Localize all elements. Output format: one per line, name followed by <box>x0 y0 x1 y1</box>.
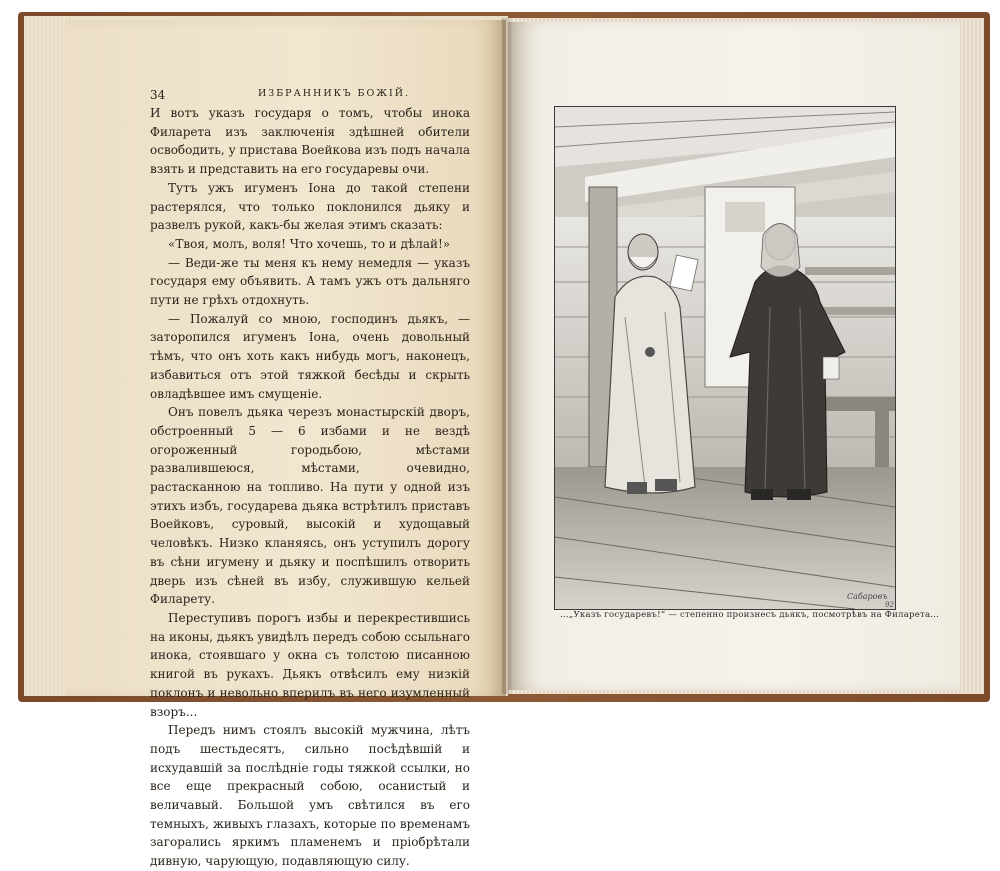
page-number: 34 <box>150 88 166 102</box>
artist-signature: Сабаровъ <box>847 592 888 601</box>
paragraph: Тутъ ужъ игуменъ Іона до такой степени растерялся, что только поклонился дьяку и развелъ рукой, какъ-бы желая этимъ сказать: <box>150 180 470 233</box>
artist-year: 92 <box>885 601 894 609</box>
paragraph: — Веди-же ты меня къ нему немедля — указъ государя ему объявить. А тамъ ужъ отъ дальняго пути не грѣхъ отдохнуть. <box>150 255 470 308</box>
engraving-illustration <box>554 106 896 610</box>
running-head: ИЗБРАННИКЪ БОЖІЙ. <box>258 88 411 99</box>
illustration-caption: ...„Указъ государевъ!“ — степенно произнесъ дьякъ, посмотрѣвъ на Филарета... <box>560 610 940 620</box>
paragraph: Переступивъ порогъ избы и перекрестившись на иконы, дьякъ увидѣлъ передъ собою ссыльнаго инока, стоявшаго у окна съ толстою писанною книгой въ рукахъ. Дьякъ отвѣсилъ ему низкій поклонъ и невольно вперилъ въ него изумленный взоръ... <box>150 610 471 719</box>
paragraph: И вотъ указъ государя о томъ, чтобы инока Филарета изъ заключенія здѣшней обители освободить, у пристава Воейкова изъ подъ начала взять и представить на его государевы очи. <box>150 106 471 177</box>
paragraph: Онъ повелъ дьяка черезъ монастырскій дворъ, обстроенный 5 — 6 избами и не вездѣ огороженный городьбою, мѣстами развалившеюся, мѣстами, очевидно, растасканною на топливо. На пути у одной изъ этихъ избъ, государева дьяка встрѣтилъ приставъ Воейковъ, суровый, высокій и худощавый человѣкъ. Низко кланяясь, онъ уступилъ дорогу въ сѣни игумену и дьяку и поспѣшилъ отворить дверь изъ сѣней въ избу, служившую кельей Филарету. <box>150 405 470 607</box>
paragraph: Передъ нимъ стоялъ высокій мужчина, лѣтъ подъ шестьдесятъ, сильно посѣдѣвшій и исхудавшій за послѣдніе годы тяжкой ссылки, но все еще прекрасный собою, осанистый и величавый. Большой умъ свѣтился въ его темныхъ, живыхъ глазахъ, которые по временамъ загорались яркимъ пламенемъ и пріобрѣтали дивную, чарующую, подавляющую силу. <box>150 723 470 869</box>
left-page-text <box>150 104 470 871</box>
paragraph: — Пожалуй со мною, господинъ дьякъ, — заторопился игуменъ Іона, очень довольный тѣмъ, что онъ хоть какъ нибудь могъ, наконецъ, избавиться отъ этой тяжкой бесѣды и скрыть овладѣвшее имъ смущеніе. <box>150 311 470 401</box>
shelf <box>805 267 895 275</box>
book-gutter <box>502 18 512 694</box>
floor <box>555 467 895 609</box>
engraving-scene <box>555 107 895 609</box>
paragraph: «Твоя, молъ, воля! Что хочешь, то и дѣлай!» <box>168 236 451 251</box>
book <box>823 357 839 379</box>
